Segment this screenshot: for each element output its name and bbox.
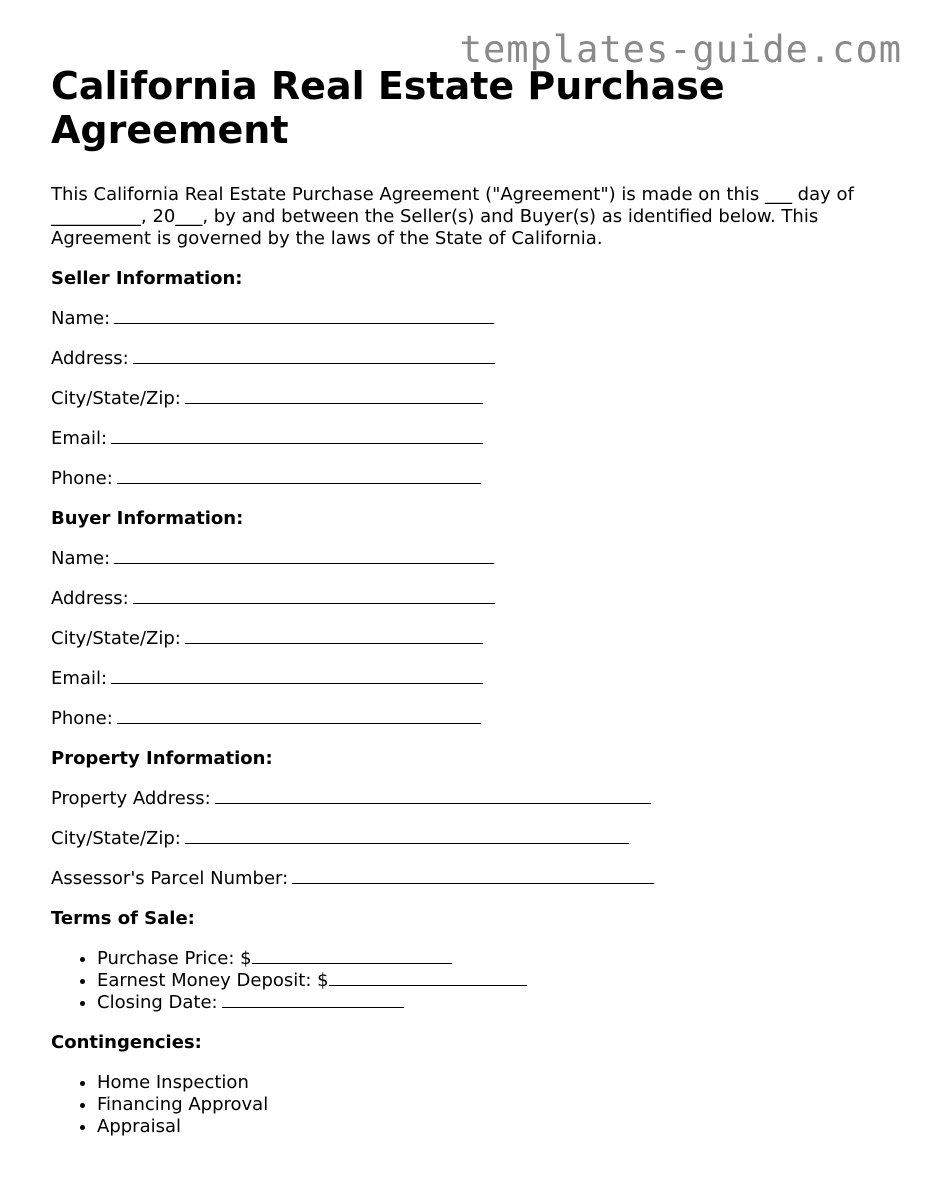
buyer-city-line[interactable] [185, 628, 483, 644]
list-item: • Appraisal [97, 1116, 891, 1138]
property-city-label: City/State/Zip: [51, 828, 181, 849]
seller-city-label: City/State/Zip: [51, 388, 181, 409]
list-item: • Financing Approval [97, 1094, 891, 1116]
seller-email-label: Email: [51, 428, 108, 449]
property-city-field[interactable] [51, 828, 891, 850]
seller-email-line[interactable] [111, 428, 483, 444]
seller-address-line[interactable] [133, 348, 495, 364]
seller-phone-line[interactable] [117, 468, 481, 484]
property-city-line[interactable] [185, 828, 629, 844]
property-heading: Property Information: [51, 748, 273, 769]
buyer-email-line[interactable] [111, 668, 483, 684]
document-page [51, 64, 891, 1138]
closing-date-label: Closing Date: [97, 992, 218, 1013]
purchase-price-line[interactable] [252, 948, 452, 964]
buyer-phone-line[interactable] [117, 708, 481, 724]
watermark: templates-guide.com [459, 28, 902, 71]
buyer-name-field[interactable] [51, 548, 891, 570]
buyer-city-field[interactable] [51, 628, 891, 650]
earnest-money-line[interactable] [329, 970, 527, 986]
earnest-money-label: Earnest Money Deposit: $ [97, 970, 329, 991]
seller-address-label: Address: [51, 348, 129, 369]
buyer-email-field[interactable] [51, 668, 891, 690]
property-parcel-label: Assessor's Parcel Number: [51, 868, 289, 889]
seller-name-field[interactable] [51, 308, 891, 330]
list-item[interactable] [97, 948, 891, 970]
seller-name-line[interactable] [114, 308, 494, 324]
terms-list [51, 948, 891, 1014]
list-item: • Home Inspection [97, 1072, 891, 1094]
property-address-line[interactable] [215, 788, 651, 804]
buyer-address-label: Address: [51, 588, 129, 609]
buyer-phone-field[interactable] [51, 708, 891, 730]
seller-phone-label: Phone: [51, 468, 113, 489]
seller-heading: Seller Information: [51, 268, 243, 289]
closing-date-line[interactable] [222, 992, 404, 1008]
buyer-phone-label: Phone: [51, 708, 113, 729]
list-item[interactable] [97, 992, 891, 1014]
terms-heading: Terms of Sale: [51, 908, 195, 929]
seller-name-label: Name: [51, 308, 111, 329]
seller-city-field[interactable] [51, 388, 891, 410]
seller-address-field[interactable] [51, 348, 891, 370]
property-address-label: Property Address: [51, 788, 211, 809]
seller-email-field[interactable] [51, 428, 891, 450]
property-parcel-line[interactable] [292, 868, 654, 884]
seller-phone-field[interactable] [51, 468, 891, 490]
seller-city-line[interactable] [185, 388, 483, 404]
buyer-name-label: Name: [51, 548, 111, 569]
list-item[interactable] [97, 970, 891, 992]
intro-paragraph: This California Real Estate Purchase Agreement ("Agreement") is made on this ___ day of __________, 20___, by and between the Seller(s) and Buyer(s) as identified below. This Agreement is governed by the laws of the State of California. [51, 184, 854, 249]
buyer-address-line[interactable] [133, 588, 495, 604]
contingencies-heading: Contingencies: [51, 1032, 202, 1053]
contingencies-list [51, 1072, 891, 1138]
buyer-heading: Buyer Information: [51, 508, 244, 529]
document-title: California Real Estate Purchase Agreement [51, 64, 725, 152]
buyer-email-label: Email: [51, 668, 108, 689]
property-parcel-field[interactable] [51, 868, 891, 890]
buyer-address-field[interactable] [51, 588, 891, 610]
property-address-field[interactable] [51, 788, 891, 810]
buyer-city-label: City/State/Zip: [51, 628, 181, 649]
buyer-name-line[interactable] [114, 548, 494, 564]
purchase-price-label: Purchase Price: $ [97, 948, 252, 969]
